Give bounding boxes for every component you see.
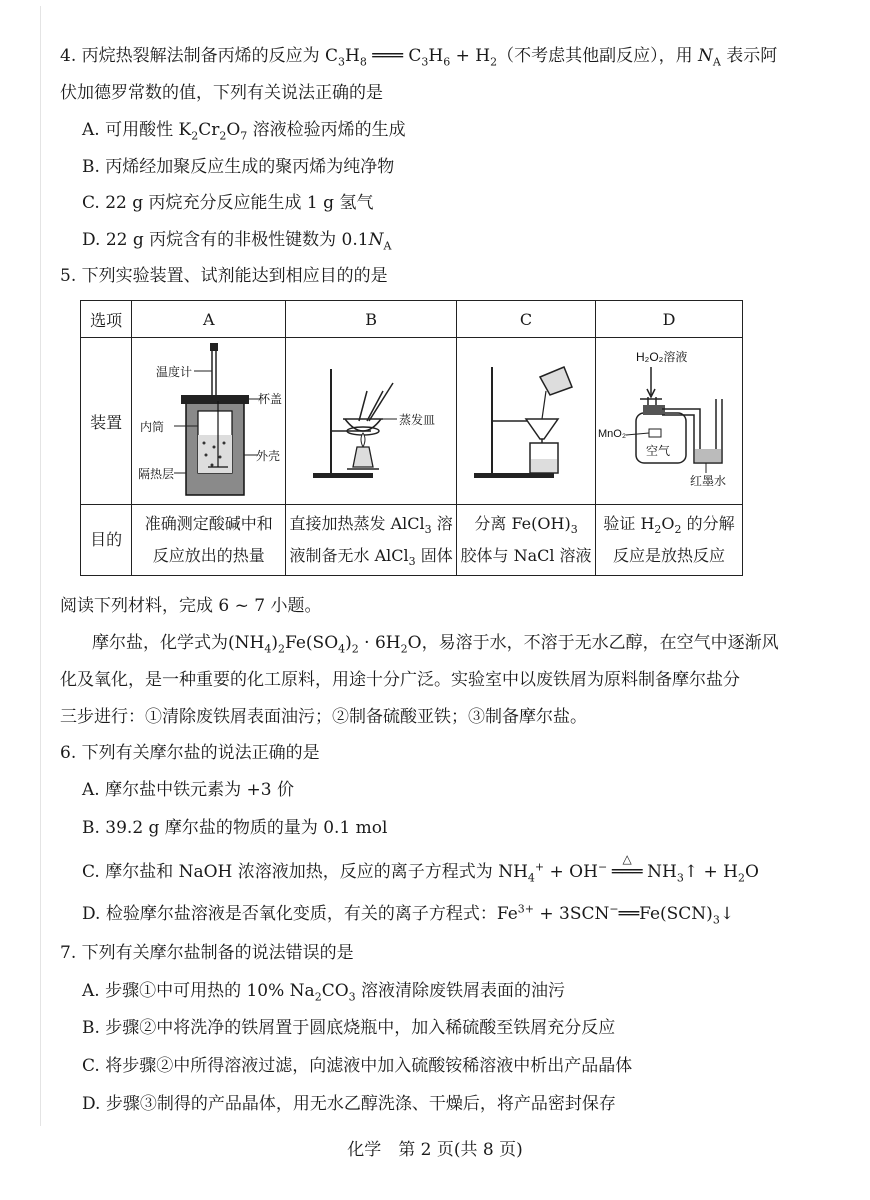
material-paragraph-line1: 摩尔盐，化学式为$(NH_4)_2Fe(SO_4)_2 \cdot 6H_2O$，易溶于水，不溶于无水乙醇，在空气中逐渐风	[92, 633, 779, 656]
device-c-filtration	[457, 338, 596, 505]
q6-option-d: D. 检验摩尔盐溶液是否氧化变质，有关的离子方程式：$Fe^{3+}$ + $3SCN^-══Fe(SCN)_3↓$	[82, 902, 735, 927]
label-air: 空气	[645, 444, 670, 458]
label-outer-shell: 外壳	[255, 449, 280, 463]
q7-option-c: C. 将步骤②中所得溶液过滤，向滤液中加入硫酸铵稀溶液中析出产品晶体	[82, 1056, 633, 1076]
purpose-b: 直接加热蒸发 AlCl$_3$ 溶 液制备无水 AlCl$_3$ 固体	[286, 505, 457, 576]
purpose-d: 验证 $H_2O_2$ 的分解 反应是放热反应	[595, 505, 742, 576]
label-red-ink: 红墨水	[689, 474, 726, 488]
h2o2-decomposition-diagram	[596, 339, 742, 499]
device-b-evaporation	[286, 338, 457, 505]
row-label-device: 装置	[81, 338, 132, 505]
page-footer: 化学 第 2 页(共 8 页)	[347, 1140, 523, 1160]
label-insulation: 隔热层	[137, 467, 174, 481]
evaporating-dish-diagram	[287, 339, 455, 499]
q7-stem: 7. 下列有关摩尔盐制备的说法错误的是	[60, 943, 354, 963]
q6-option-b: B. 39.2 g 摩尔盐的物质的量为 0.1 mol	[82, 818, 388, 838]
label-h2o2-solution: H₂O₂溶液	[635, 350, 688, 364]
filtration-diagram	[458, 339, 594, 499]
heat-symbol: △	[622, 852, 632, 866]
q4-option-a: A. 可用酸性 $K_2Cr_2O_7$ 溶液检验丙烯的生成	[82, 120, 406, 143]
q7-option-d: D. 步骤③制得的产品晶体，用无水乙醇洗涤、干燥后，将产品密封保存	[82, 1094, 616, 1114]
calorimeter-diagram	[134, 339, 284, 499]
q4-stem-line1: 4. 丙烷热裂解法制备丙烯的反应为 $C_3H_8$ ═══ $C_3H_6 + H_2$（不考虑其他副反应），用 $N_A$ 表示阿	[60, 46, 778, 69]
row-label-purpose: 目的	[81, 505, 132, 576]
purpose-a: 准确测定酸碱中和 反应放出的热量	[132, 505, 286, 576]
device-d-decomposition	[595, 338, 742, 505]
purpose-c: 分离 $Fe(OH)_3$ 胶体与 NaCl 溶液	[457, 505, 596, 576]
label-cup-lid: 杯盖	[257, 392, 282, 406]
q7-option-a: A. 步骤①中可用热的 10% $Na_2CO_3$ 溶液清除废铁屑表面的油污	[82, 981, 566, 1004]
q7-option-b: B. 步骤②中将洗净的铁屑置于圆底烧瓶中，加入稀硫酸至铁屑充分反应	[82, 1018, 616, 1038]
device-a-calorimeter	[132, 338, 286, 505]
label-thermometer: 温度计	[155, 365, 192, 379]
q6-stem: 6. 下列有关摩尔盐的说法正确的是	[60, 743, 320, 763]
material-paragraph-line3: 三步进行：①清除废铁屑表面油污；②制备硫酸亚铁；③制备摩尔盐。	[60, 707, 587, 727]
table-header-a: A	[132, 301, 286, 338]
table-header-b: B	[286, 301, 457, 338]
q4-option-b: B. 丙烯经加聚反应生成的聚丙烯为纯净物	[82, 157, 395, 177]
table-header-option: 选项	[81, 301, 132, 338]
q4-option-c: C. 22 g 丙烷充分反应能生成 1 g 氢气	[82, 193, 374, 213]
material-intro: 阅读下列材料，完成 6 ~ 7 小题。	[60, 596, 322, 616]
label-inner-cup: 内筒	[139, 420, 164, 434]
q5-experiment-table	[80, 300, 743, 576]
label-evaporating-dish: 蒸发皿	[399, 413, 436, 427]
q5-stem: 5. 下列实验装置、试剂能达到相应目的的是	[60, 266, 388, 286]
q4-stem-line2: 伏加德罗常数的值，下列有关说法正确的是	[60, 83, 383, 103]
material-paragraph-line2: 化及氧化，是一种重要的化工原料，用途十分广泛。实验室中以废铁屑为原料制备摩尔盐分	[60, 670, 740, 690]
page-margin-line	[40, 6, 41, 1126]
q6-option-a: A. 摩尔盐中铁元素为 +3 价	[82, 780, 294, 800]
table-header-d: D	[595, 301, 742, 338]
q6-option-c: C. 摩尔盐和 NaOH 浓溶液加热，反应的离子方程式为 $NH_4^+ + OH^-$ △ ═══ $NH_3↑ + H_2O$	[82, 861, 759, 883]
q4-option-d: D. 22 g 丙烷含有的非极性键数为 $0.1N_A$	[82, 230, 392, 253]
table-header-c: C	[457, 301, 596, 338]
label-mno2: MnO₂	[597, 428, 627, 440]
